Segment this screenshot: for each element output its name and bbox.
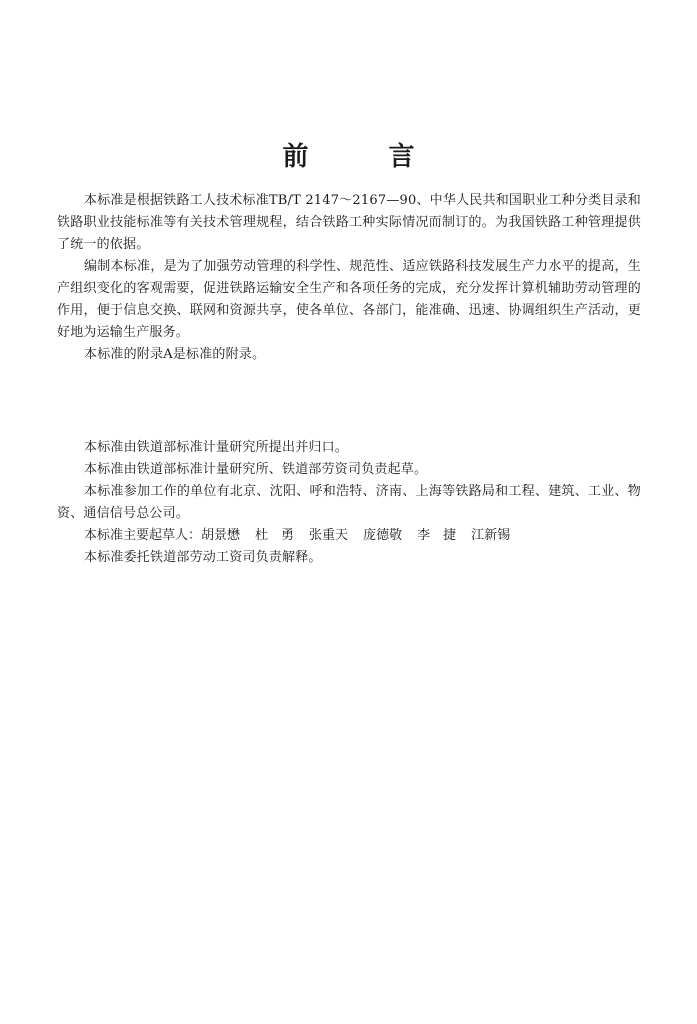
intro-paragraph: 本标准是根据铁路工人技术标准TB/T 2147～2167—90、中华人民共和国职业工种分类目录和铁路职业技能标准等有关技术管理规程，结合铁路工种实际情况而制订的。为我国铁路工种管理提供了统一的依据。	[57, 193, 641, 252]
participants-line: 本标准参加工作的单位有北京、沈阳、呼和浩特、济南、上海等铁路局和工程、建筑、工业、物资、通信信号总公司。	[57, 484, 641, 521]
drafter-name: 李 捷	[417, 528, 457, 543]
title-char-2: 言	[388, 142, 415, 172]
main-drafters-line	[57, 525, 641, 547]
page-title	[0, 137, 697, 177]
proposed-by-line: 本标准由铁道部标准计量研究所提出并归口。	[84, 440, 349, 455]
main-drafters-label: 本标准主要起草人：	[84, 528, 202, 543]
drafter-name: 庞德敬	[363, 528, 403, 543]
credits-section	[57, 437, 641, 569]
title-char-1: 前	[282, 142, 309, 172]
drafter-name: 张重天	[309, 528, 349, 543]
drafted-by-line: 本标准由铁道部标准计量研究所、铁道部劳资司负责起草。	[84, 462, 428, 477]
drafter-name: 江新锡	[471, 528, 511, 543]
intro-section	[57, 190, 641, 366]
drafter-name: 杜 勇	[255, 528, 295, 543]
interpretation-line: 本标准委托铁道部劳动工资司负责解释。	[84, 550, 322, 565]
intro-paragraph: 本标准的附录A是标准的附录。	[84, 347, 266, 362]
intro-paragraph: 编制本标准，是为了加强劳动管理的科学性、规范性、适应铁路科技发展生产力水平的提高，生产组织变化的客观需要，促进铁路运输安全生产和各项任务的完成，充分发挥计算机辅助劳动管理的作用，便于信息交换、联网和资源共享，使各单位、各部门，能准确、迅速、协调组织生产活动，更好地为运输生产服务。	[57, 259, 641, 340]
drafter-name: 胡景懋	[201, 528, 241, 543]
